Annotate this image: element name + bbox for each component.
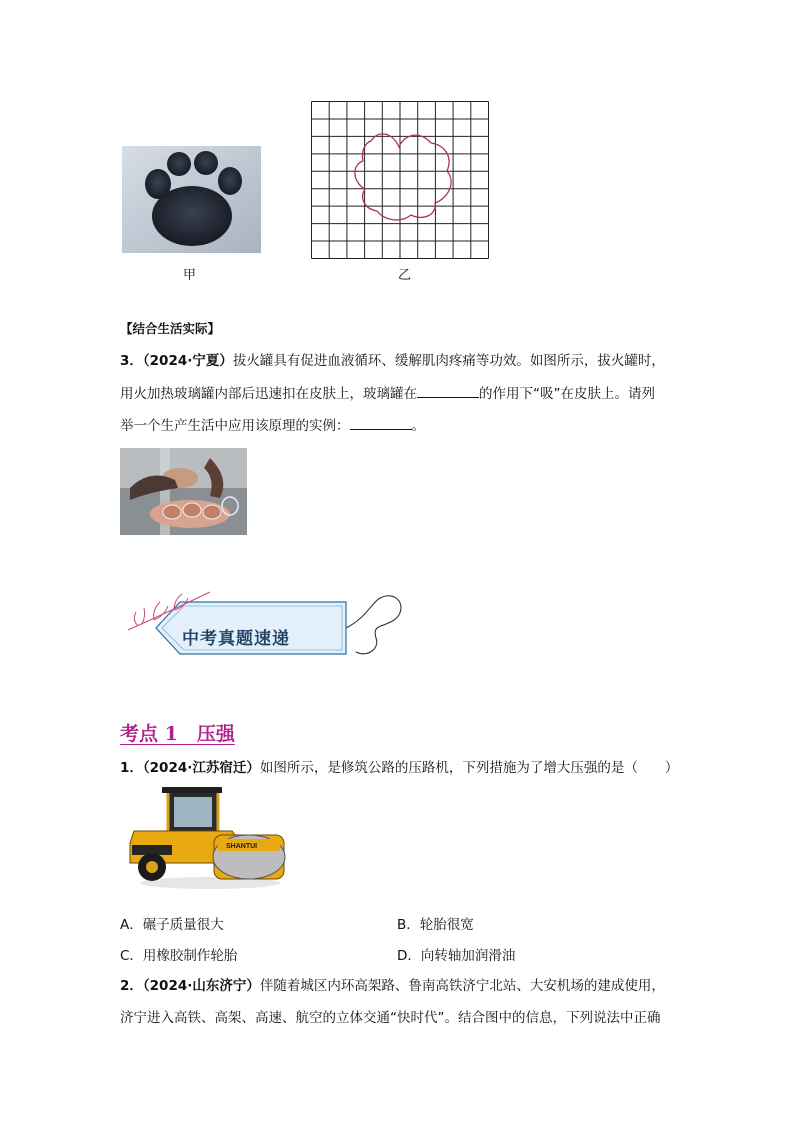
q2-line2: 济宁进入高铁、高架、高速、航空的立体交通“快时代”。结合图中的信息，下列说法中正确 — [120, 1010, 661, 1026]
q3-text-1: 拔火罐具有促进血液循环、缓解肌肉疼痛等功效。如图所示，拔火罐时， — [232, 353, 665, 369]
q3-text-2a: 用火加热玻璃罐内部后迅速扣在皮肤上，玻璃罐在 — [120, 386, 417, 402]
q2-line1 — [120, 976, 665, 996]
q2-number: 2． — [120, 978, 143, 994]
banner-title: 中考真题速递 — [182, 629, 290, 649]
q3-source: （2024·宁夏） — [142, 353, 233, 369]
q1-line — [120, 758, 678, 778]
figure-caption-left: 甲 — [183, 268, 197, 283]
q2-text-1: 伴随着城区内环高架路、鲁南高铁济宁北站、大安机场的建成使用， — [259, 978, 665, 994]
q3-text-3b: 。 — [411, 418, 425, 434]
cupping-photo — [120, 448, 247, 535]
exam-banner — [124, 586, 414, 664]
q3-line2 — [120, 383, 655, 404]
q3-line1 — [120, 351, 665, 371]
q3-number: 3． — [120, 353, 143, 369]
road-roller-photo — [122, 783, 292, 895]
q3-answer-blank-2[interactable] — [350, 415, 412, 430]
q3-answer-blank-1[interactable] — [417, 383, 479, 398]
q1-number: 1． — [120, 760, 143, 776]
option-c[interactable]: C．用橡胶制作轮胎 — [120, 948, 238, 964]
q1-source: （2024·江苏宿迁） — [142, 760, 260, 776]
option-a[interactable]: A．碾子质量很大 — [120, 917, 224, 933]
grid-figure — [311, 101, 489, 259]
paw-print-photo — [122, 146, 261, 253]
option-b[interactable]: B．轮胎很宽 — [397, 917, 474, 933]
q1-text: 如图所示，是修筑公路的压路机，下列措施为了增大压强的是（ ） — [259, 760, 679, 776]
q2-source: （2024·山东济宁） — [142, 978, 260, 994]
topic-heading: 考点 1 压强 — [120, 723, 235, 745]
section-tag: 【结合生活实际】 — [120, 321, 221, 336]
roller-brand-label: SHANTUI — [226, 843, 258, 850]
q3-text-3a: 举一个生产生活中应用该原理的实例： — [120, 418, 350, 434]
option-d[interactable]: D．向转轴加润滑油 — [397, 948, 516, 964]
q3-line3 — [120, 415, 425, 436]
q3-text-2b: 的作用下“吸”在皮肤上。请列 — [479, 386, 655, 402]
figure-caption-right: 乙 — [398, 268, 412, 283]
